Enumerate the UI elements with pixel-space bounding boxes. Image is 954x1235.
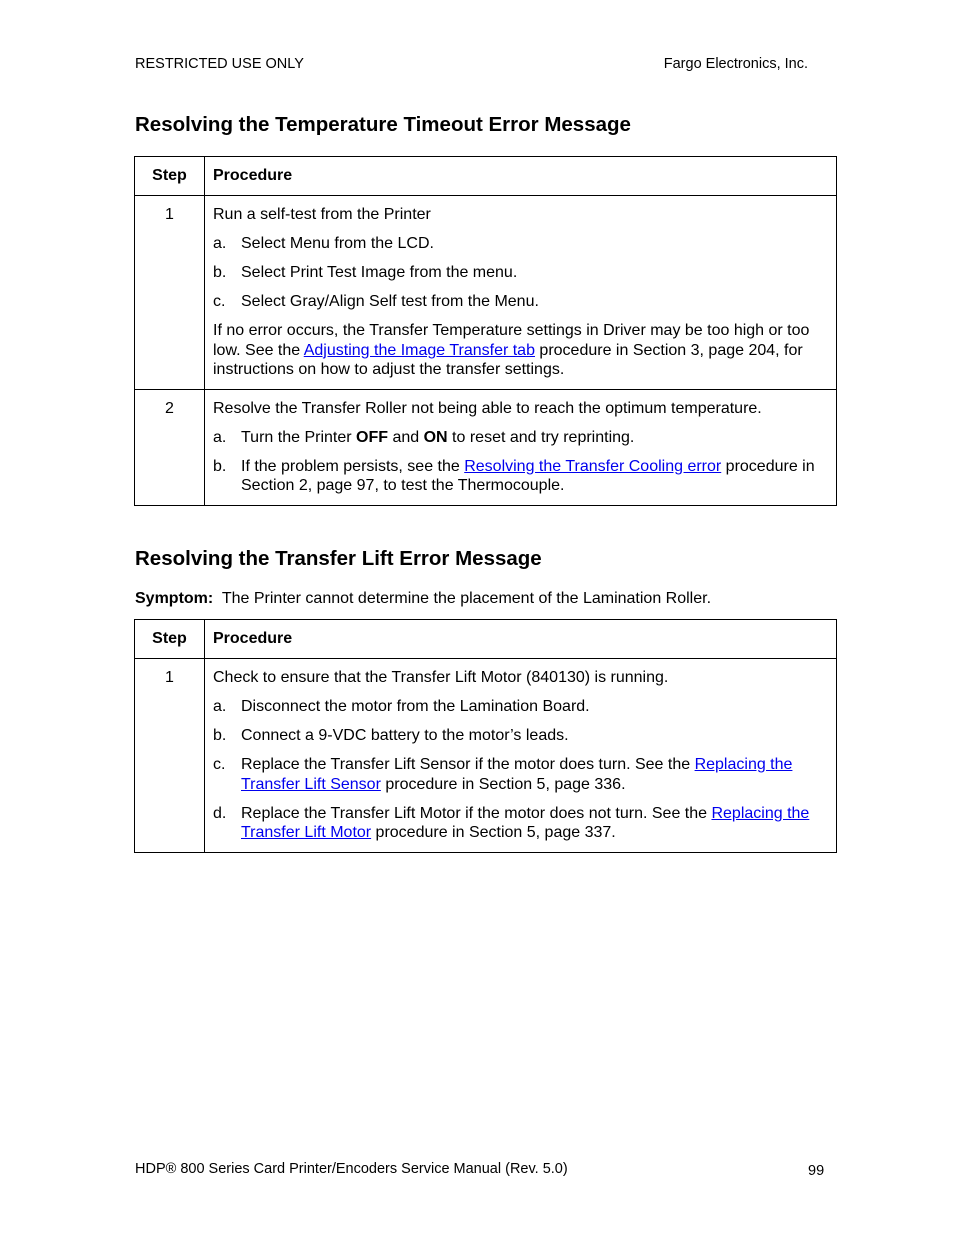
list-text [241,804,828,843]
table-header-row [135,157,837,196]
list-item [213,726,828,746]
list-item [213,292,828,312]
procedure-intro: Resolve the Transfer Roller not being able to reach the optimum temperature. [213,399,762,417]
bold-on: ON [423,428,448,446]
list-item [213,428,828,448]
list-marker: b. [213,727,227,744]
symptom-label: Symptom: [135,590,214,607]
list-marker: a. [213,698,227,715]
procedure-intro: Check to ensure that the Transfer Lift Motor (840130) is running. [213,669,669,686]
section-title-temperature: Resolving the Temperature Timeout Error Message [135,113,631,136]
text-fragment: Replace the Transfer Lift Sensor if the motor does turn. See the [241,756,695,773]
list-marker: b. [213,264,227,281]
note-text-post: procedure in Section 3, page 204, for instructions on how to adjust the transfer settings. [213,341,803,378]
text-fragment: procedure in Section 5, page 337. [371,824,616,841]
list-marker: a. [213,235,227,252]
step-number: 1 [135,659,205,853]
list-text: Select Menu from the LCD. [241,235,434,252]
note-text-pre: If no error occurs, the Transfer Temperature settings in Driver may be too high or too low. See the [213,322,810,359]
table-row [135,196,837,390]
list-text [241,755,828,794]
link-resolving-transfer-cooling-error[interactable]: Resolving the Transfer Cooling error [464,457,722,475]
procedure-intro: Run a self-test from the Printer [213,206,431,223]
header-company: Fargo Electronics, Inc. [663,56,808,72]
list-text: Connect a 9-VDC battery to the motor’s leads. [241,727,569,744]
col-step-header: Step [135,157,205,196]
bold-off: OFF [356,428,389,446]
text-fragment: and [388,428,424,446]
list-item [213,457,828,496]
list-marker: c. [213,293,226,310]
link-adjusting-image-transfer-tab[interactable]: Adjusting the Image Transfer tab [303,341,535,359]
section-title-transfer-lift: Resolving the Transfer Lift Error Message [135,547,542,570]
list-item [213,755,828,794]
footer-manual-title: HDP® 800 Series Card Printer/Encoders Service Manual (Rev. 5.0) [135,1161,568,1177]
table-header-row [135,620,837,659]
header-restricted: RESTRICTED USE ONLY [135,56,304,72]
table-row [135,389,837,505]
procedure-cell [205,389,837,505]
procedure-note [213,321,828,380]
list-marker: c. [213,756,226,773]
list-marker: b. [213,457,227,475]
table-row [135,659,837,853]
list-text [241,428,828,448]
procedure-cell [205,196,837,390]
list-text [241,457,828,496]
text-fragment: to reset and try reprinting. [447,428,635,446]
transfer-lift-procedure-table [134,619,837,853]
text-fragment: If the problem persists, see the [241,457,465,475]
list-marker: a. [213,428,227,446]
symptom-text: The Printer cannot determine the placement of the Lamination Roller. [221,590,712,607]
list-text: Disconnect the motor from the Lamination Board. [241,698,590,715]
text-fragment: Replace the Transfer Lift Motor if the motor does not turn. See the [241,804,712,822]
col-procedure-header: Procedure [205,157,837,196]
procedure-cell [205,659,837,853]
text-fragment: procedure in Section 5, page 336. [380,775,626,793]
symptom-line [135,590,711,608]
list-item [213,234,828,254]
step-number: 2 [135,389,205,505]
list-marker: d. [213,804,227,822]
text-fragment: Turn the Printer [241,428,357,446]
col-step-header: Step [135,620,205,659]
list-text: Select Print Test Image from the menu. [241,264,518,281]
step-number: 1 [135,196,205,390]
list-item [213,697,828,717]
footer-page-number: 99 [808,1163,825,1179]
link-replacing-transfer-lift-motor[interactable]: Replacing the Transfer Lift Motor [241,804,810,841]
text-fragment: procedure in Section 2, page 97, to test the Thermocouple. [241,457,815,494]
list-item [213,263,828,283]
temperature-procedure-table [134,156,837,506]
col-procedure-header: Procedure [205,620,837,659]
list-item [213,804,828,843]
list-text: Select Gray/Align Self test from the Menu. [241,293,539,310]
link-replacing-transfer-lift-sensor[interactable]: Replacing the Transfer Lift Sensor [241,756,793,793]
